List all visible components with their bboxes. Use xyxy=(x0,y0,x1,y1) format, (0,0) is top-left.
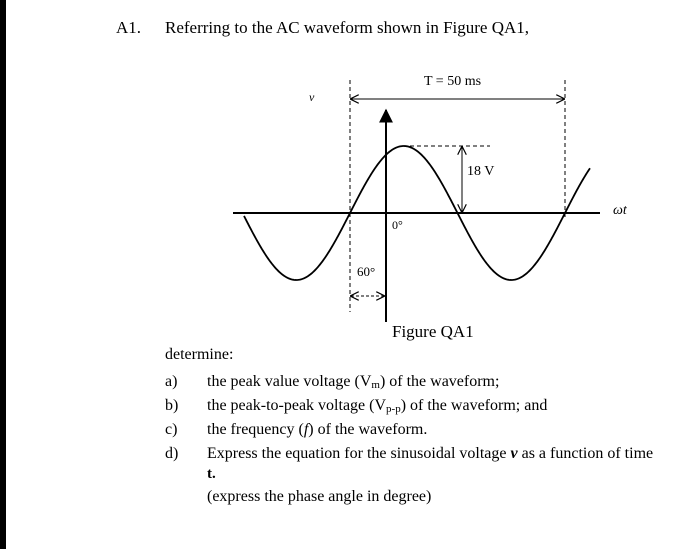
figure-caption: Figure QA1 xyxy=(392,322,474,341)
item-d-label: d) xyxy=(165,445,179,462)
amplitude-label: 18 V xyxy=(467,164,495,179)
item-c-text: the frequency (f) of the waveform. xyxy=(207,421,428,438)
question-number: A1. xyxy=(116,18,142,37)
item-b-text: the peak-to-peak voltage $(V_{p-p})$ of the waveform; and xyxy=(207,397,548,415)
determine-label: determine: xyxy=(165,346,234,363)
phase-note: (express the phase angle in degree) xyxy=(207,488,432,505)
origin-label: 0° xyxy=(392,218,403,232)
period-label: T = 50 ms xyxy=(424,74,482,89)
item-d-continuation: t. xyxy=(207,466,216,482)
omega-t-label: ωt xyxy=(613,203,627,218)
item-a-text: the peak value voltage $(V_m)$ of the waveform; xyxy=(207,373,500,391)
v-axis-label: v xyxy=(309,90,315,104)
item-d-text: Express the equation for the sinusoidal voltage v as a function of time xyxy=(207,445,654,462)
item-c-label: c) xyxy=(165,421,178,438)
item-b-label: b) xyxy=(165,397,179,414)
phase-label: 60° xyxy=(357,264,376,279)
item-a-label: a) xyxy=(165,373,178,390)
question-intro: Referring to the AC waveform shown in Figure QA1, xyxy=(165,18,530,37)
